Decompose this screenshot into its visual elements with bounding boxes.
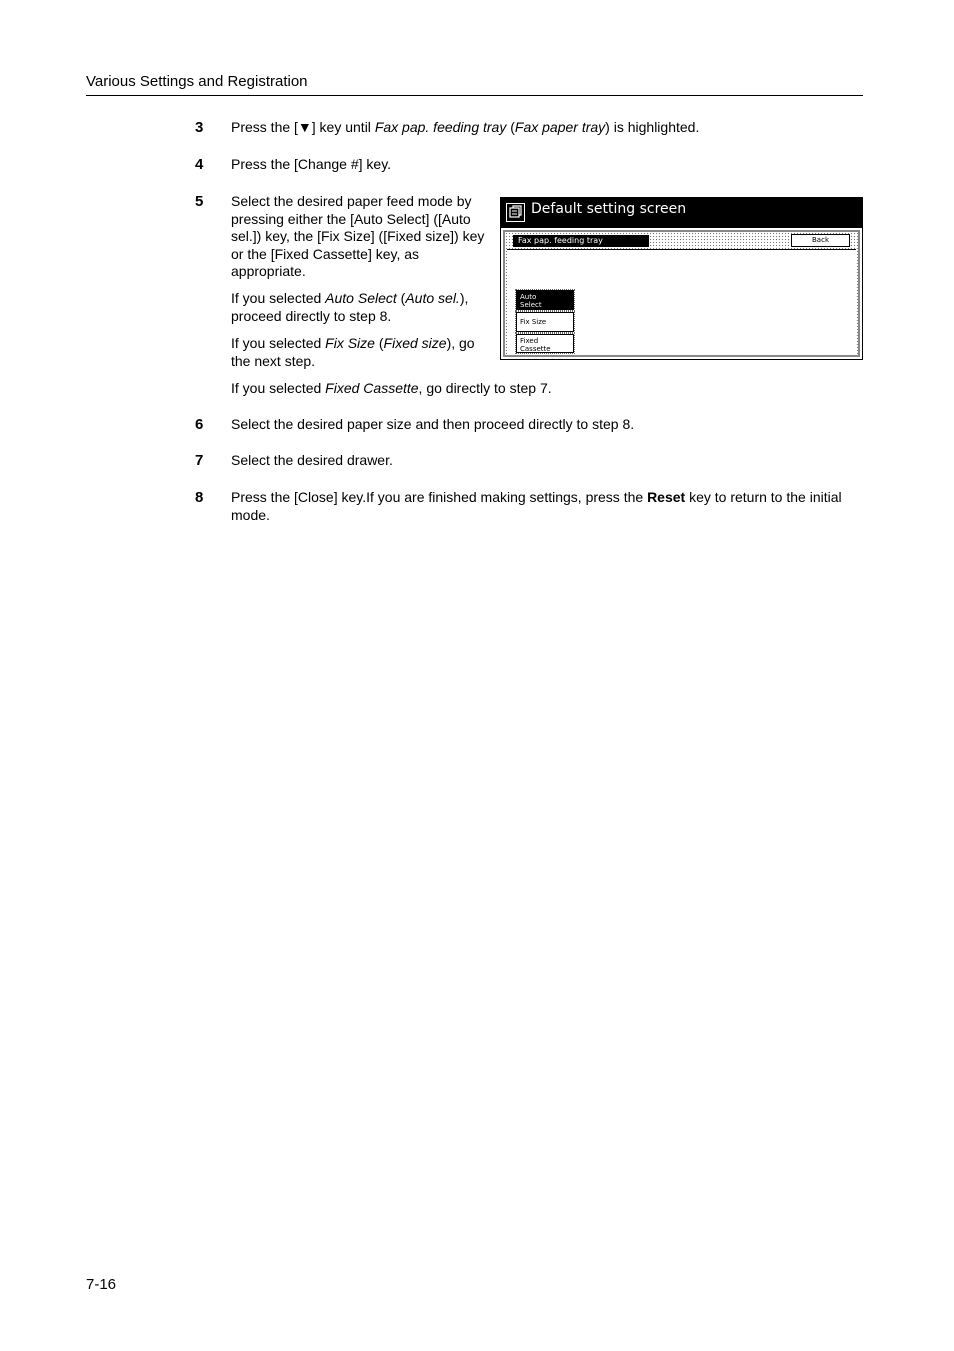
page-header	[86, 73, 863, 96]
step-5-auto-select-note: If you selected Auto Select (Auto sel.), proceed directly to step 8.	[231, 290, 469, 324]
step-number-3: 3	[195, 119, 204, 136]
fixed-cassette-button[interactable]: Fixed Cassette	[516, 334, 574, 353]
panel-body	[503, 230, 860, 357]
step-number-7: 7	[195, 452, 204, 469]
panel-title-bar	[501, 198, 862, 228]
fix-size-button[interactable]: Fix Size	[516, 312, 574, 332]
step-5-text: Select the desired paper feed mode by pressing either the [Auto Select] ([Auto sel.]) key, the [Fix Size] ([Fixed size]) key or the [Fixed Cassette] key, as appropriate.	[231, 193, 485, 279]
step-8-text: Press the [Close] key.If you are finished making settings, press the Reset key to return to the initial mode.	[231, 489, 842, 523]
step-number-4: 4	[195, 156, 204, 173]
auto-select-button[interactable]: Auto Select	[516, 290, 574, 310]
section-title: Various Settings and Registration	[86, 73, 308, 90]
copier-icon	[506, 203, 525, 222]
step-7-text: Select the desired drawer.	[231, 452, 393, 468]
step-6-text: Select the desired paper size and then proceed directly to step 8.	[231, 416, 635, 432]
panel-content	[507, 249, 856, 354]
step-number-8: 8	[195, 489, 204, 506]
back-button[interactable]: Back	[791, 234, 850, 247]
step-5-fix-size-note: If you selected Fix Size (Fixed size), go the next step.	[231, 335, 475, 369]
down-arrow-icon: ▼	[297, 119, 312, 135]
step-3-text: Press the [▼] key until Fax pap. feeding tray (Fax paper tray) is highlighted.	[231, 119, 700, 135]
step-number-6: 6	[195, 416, 204, 433]
fax-feeding-tray-tab[interactable]: Fax pap. feeding tray	[513, 235, 649, 247]
step-5-fixed-cassette-note: If you selected Fixed Cassette, go directly to step 7.	[231, 380, 552, 396]
page-number: 7-16	[86, 1276, 117, 1293]
step-4-text: Press the [Change #] key.	[231, 156, 392, 172]
step-number-5: 5	[195, 193, 204, 210]
default-setting-screen	[500, 197, 863, 360]
panel-title: Default setting screen	[531, 201, 687, 217]
